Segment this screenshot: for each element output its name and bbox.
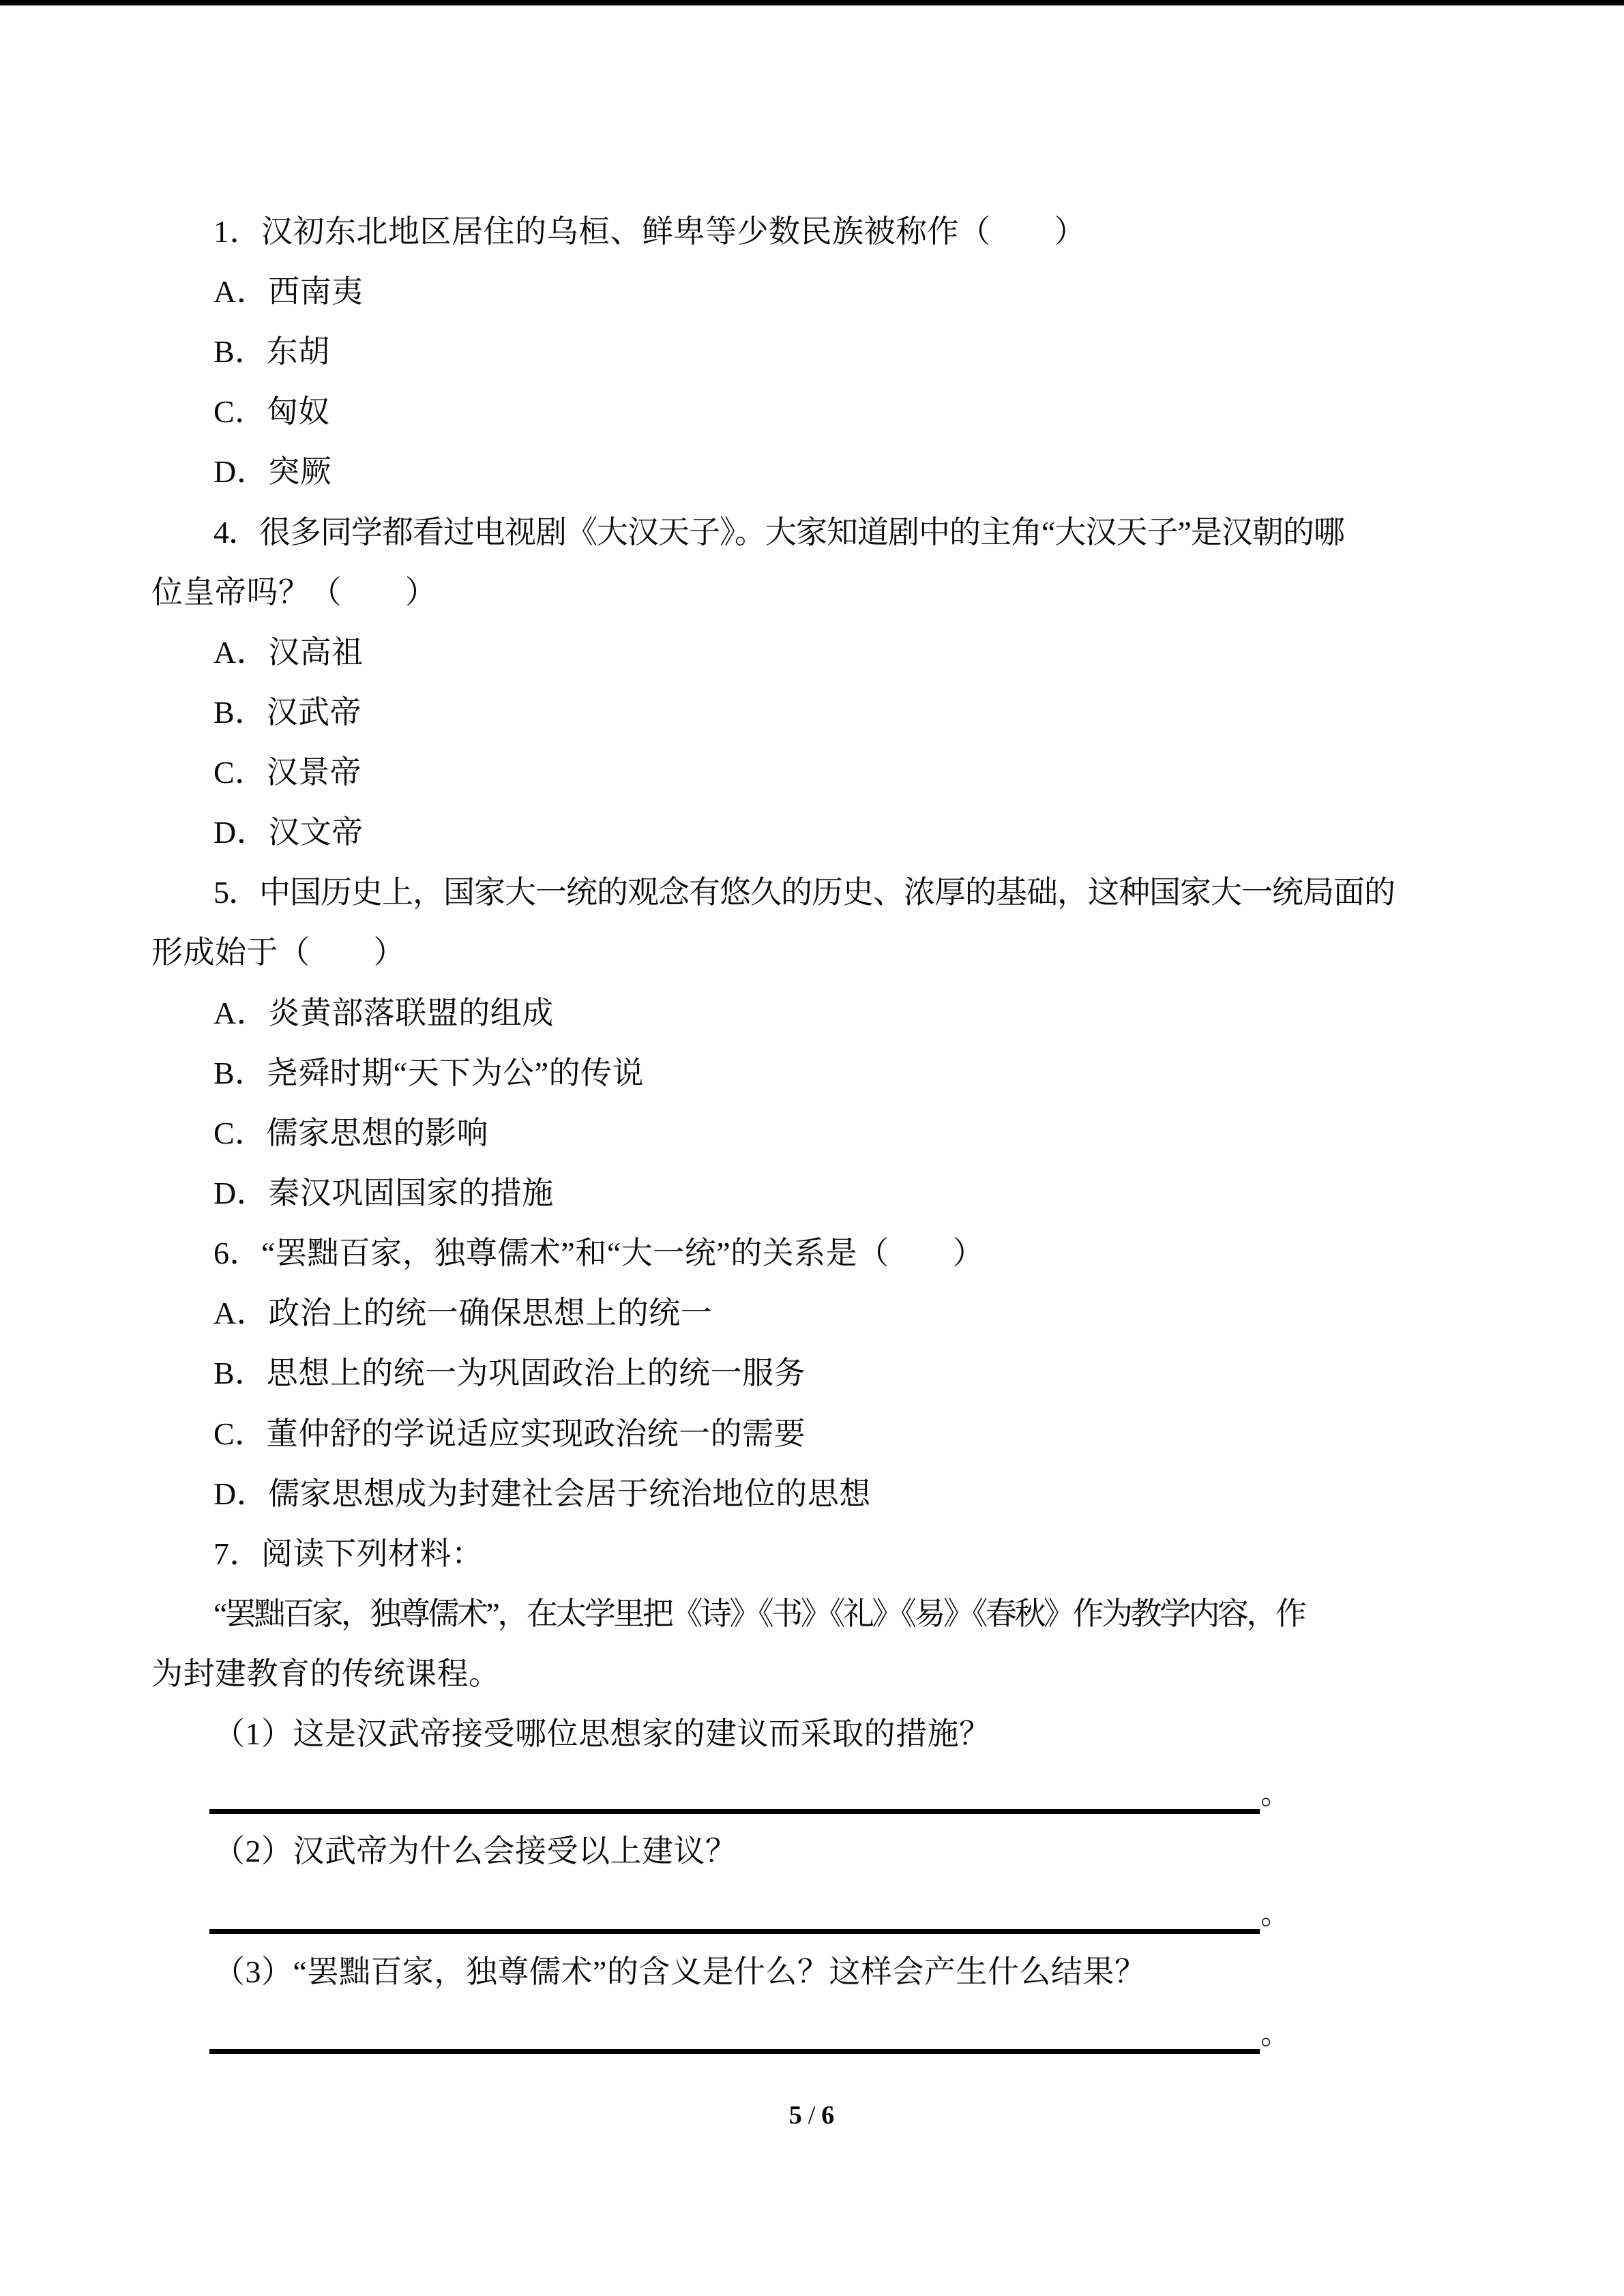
question-1-option-d: D．突厥 (213, 454, 332, 489)
question-5-stem-line-2: 形成始于（ ） (151, 935, 405, 970)
question-7-intro: 7．阅读下列材料： (213, 1536, 484, 1571)
question-4-stem-line-1: 4．很多同学都看过电视剧《大汉天子》。大家知道剧中的主角“大汉天子”是汉朝的哪 (213, 515, 1344, 550)
question-5-option-c: C．儒家思想的影响 (213, 1116, 489, 1150)
question-1-option-c: C．匈奴 (213, 394, 330, 429)
question-4-option-c: C．汉景帝 (213, 755, 362, 790)
question-5-option-d: D．秦汉巩固国家的措施 (213, 1176, 554, 1210)
question-6-option-b: B．思想上的统一为巩固政治上的统一服务 (213, 1356, 806, 1390)
question-7-sub-3: （3）“罢黜百家，独尊儒术”的含义是什么？这样会产生什么结果？ (213, 1954, 1147, 1989)
answer-blank-1-period: 。 (1260, 1777, 1290, 1810)
question-1-option-b: B．东胡 (213, 334, 330, 369)
question-6-stem: 6．“罢黜百家，独尊儒术”和“大一统”的关系是（ ） (213, 1236, 985, 1270)
question-5-stem-line-1: 5．中国历史上，国家大一统的观念有悠久的历史、浓厚的基础，这种国家大一统局面的 (213, 875, 1395, 910)
answer-blank-line-3 (209, 2049, 1260, 2054)
answer-blank-line-2 (209, 1929, 1260, 1934)
question-7-material-line-2: 为封建教育的传统课程。 (151, 1656, 501, 1691)
total-page-number: 6 (821, 2101, 836, 2130)
question-4-stem-line-2: 位皇帝吗？（ ） (151, 575, 437, 610)
question-6-option-a: A．政治上的统一确保思想上的统一 (213, 1296, 713, 1330)
question-4-option-d: D．汉文帝 (213, 815, 364, 850)
question-6-option-c: C．董仲舒的学说适应实现政治统一的需要 (213, 1416, 806, 1451)
question-1-stem: 1．汉初东北地区居住的乌桓、鲜卑等少数民族被称作（ ） (213, 214, 1086, 249)
answer-blank-line-1 (209, 1809, 1260, 1814)
answer-blank-2-period: 。 (1260, 1897, 1290, 1930)
question-5-option-a: A．炎黄部落联盟的组成 (213, 996, 554, 1030)
question-7-sub-2: （2）汉武帝为什么会接受以上建议？ (213, 1834, 737, 1868)
question-4-option-b: B．汉武帝 (213, 695, 362, 730)
answer-blank-3-period: 。 (1260, 2017, 1290, 2051)
question-7-sub-1: （1）这是汉武帝接受哪位思想家的建议而采取的措施？ (213, 1716, 991, 1751)
current-page-number: 5 (788, 2101, 803, 2130)
question-6-option-d: D．儒家思想成为封建社会居于统治地位的思想 (213, 1476, 871, 1511)
question-4-option-a: A．汉高祖 (213, 635, 364, 670)
page-number-footer (0, 2095, 1624, 2136)
page-number-separator: / (808, 2101, 816, 2130)
scan-top-border-bar (0, 0, 1624, 5)
question-5-option-b: B．尧舜时期“天下为公”的传说 (213, 1056, 645, 1090)
question-7-material-line-1: “罢黜百家，独尊儒术”，在太学里把《诗》《书》《礼》《易》《春秋》作为教学内容，作 (213, 1596, 1305, 1631)
question-1-option-a: A．西南夷 (213, 274, 364, 309)
